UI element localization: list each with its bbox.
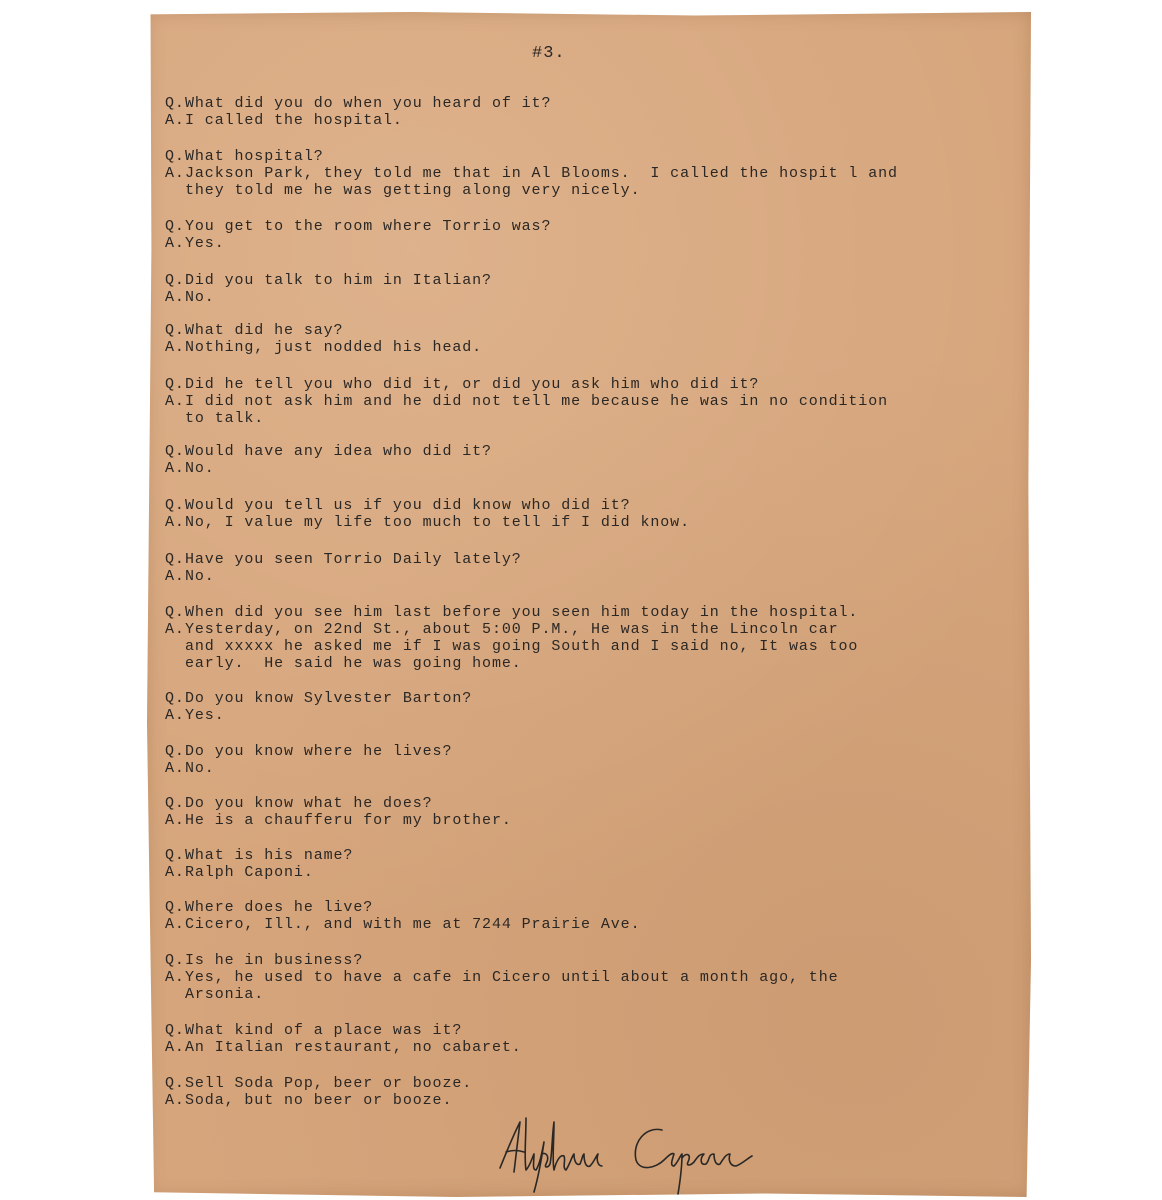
answer-line [165, 916, 640, 933]
question-line [165, 743, 452, 760]
question-text: Have you seen Torrio Daily lately? [185, 551, 522, 568]
answer-line [165, 1092, 452, 1109]
answer-line [165, 621, 839, 638]
answer-label: A. [165, 621, 185, 638]
answer-text: I called the hospital. [185, 112, 403, 129]
answer-line [165, 339, 482, 356]
answer-text: Arsonia. [185, 986, 265, 1003]
question-text: What kind of a place was it? [185, 1022, 463, 1039]
answer-line [165, 393, 888, 410]
answer-text: Yes. [185, 235, 225, 252]
answer-label: A. [165, 289, 185, 306]
question-text: Do you know what he does? [185, 795, 433, 812]
answer-label: A. [165, 760, 185, 777]
question-line [165, 604, 858, 621]
answer-text: Soda, but no beer or booze. [185, 1092, 453, 1109]
signature [486, 1108, 786, 1198]
answer-label: A. [165, 568, 185, 585]
answer-label: A. [165, 916, 185, 933]
answer-continuation-line [185, 655, 522, 672]
answer-continuation-line [185, 986, 264, 1003]
answer-label: A. [165, 812, 185, 829]
answer-text: Yesterday, on 22nd St., about 5:00 P.M., He was in the Lincoln car [185, 621, 839, 638]
question-text: Did you talk to him in Italian? [185, 272, 492, 289]
question-label: Q. [165, 551, 185, 568]
answer-label: A. [165, 1039, 185, 1056]
answer-text: Cicero, Ill., and with me at 7244 Prairie Ave. [185, 916, 641, 933]
answer-label: A. [165, 460, 185, 477]
question-text: When did you see him last before you seen him today in the hospital. [185, 604, 859, 621]
question-label: Q. [165, 690, 185, 707]
question-line [165, 952, 363, 969]
answer-line [165, 707, 225, 724]
question-text: You get to the room where Torrio was? [185, 218, 552, 235]
question-line [165, 218, 551, 235]
question-line [165, 1022, 462, 1039]
question-label: Q. [165, 952, 185, 969]
answer-label: A. [165, 393, 185, 410]
question-label: Q. [165, 95, 185, 112]
question-label: Q. [165, 497, 185, 514]
answer-text: Nothing, just nodded his head. [185, 339, 483, 356]
question-label: Q. [165, 1075, 185, 1092]
question-text: Where does he live? [185, 899, 374, 916]
question-text: What did you do when you heard of it? [185, 95, 552, 112]
question-label: Q. [165, 376, 185, 393]
question-label: Q. [165, 847, 185, 864]
question-line [165, 322, 343, 339]
answer-label: A. [165, 112, 185, 129]
answer-line [165, 969, 839, 986]
question-label: Q. [165, 1022, 185, 1039]
question-text: Sell Soda Pop, beer or booze. [185, 1075, 473, 1092]
question-label: Q. [165, 443, 185, 460]
answer-text: No. [185, 460, 215, 477]
question-line [165, 899, 373, 916]
answer-continuation-line [185, 410, 264, 427]
answer-line [165, 235, 225, 252]
question-line [165, 1075, 472, 1092]
answer-line [165, 812, 512, 829]
question-label: Q. [165, 795, 185, 812]
question-text: What did he say? [185, 322, 344, 339]
answer-label: A. [165, 514, 185, 531]
page-number: #3. [532, 44, 566, 63]
answer-label: A. [165, 707, 185, 724]
answer-line [165, 460, 215, 477]
question-text: Would you tell us if you did know who did it? [185, 497, 631, 514]
answer-text: No. [185, 289, 215, 306]
answer-text: Jackson Park, they told me that in Al Blooms. I called the hospit l and [185, 165, 898, 182]
answer-text: An Italian restaurant, no cabaret. [185, 1039, 522, 1056]
answer-text: I did not ask him and he did not tell me because he was in no condition [185, 393, 889, 410]
answer-text: early. He said he was going home. [185, 655, 522, 672]
question-line [165, 847, 353, 864]
answer-text: No. [185, 568, 215, 585]
answer-label: A. [165, 165, 185, 182]
question-text: What hospital? [185, 148, 324, 165]
answer-text: and xxxxx he asked me if I was going South and I said no, It was too [185, 638, 859, 655]
question-label: Q. [165, 272, 185, 289]
question-label: Q. [165, 322, 185, 339]
answer-line [165, 864, 314, 881]
answer-label: A. [165, 864, 185, 881]
question-label: Q. [165, 604, 185, 621]
answer-continuation-line [185, 182, 640, 199]
answer-text: He is a chaufferu for my brother. [185, 812, 512, 829]
answer-label: A. [165, 969, 185, 986]
answer-label: A. [165, 1092, 185, 1109]
answer-text: No, I value my life too much to tell if I did know. [185, 514, 690, 531]
answer-line [165, 289, 215, 306]
answer-text: they told me he was getting along very nicely. [185, 182, 641, 199]
question-line [165, 443, 492, 460]
answer-line [165, 165, 898, 182]
question-text: Do you know Sylvester Barton? [185, 690, 473, 707]
question-line [165, 690, 472, 707]
question-label: Q. [165, 899, 185, 916]
question-text: What is his name? [185, 847, 354, 864]
answer-line [165, 112, 403, 129]
answer-continuation-line [185, 638, 858, 655]
answer-line [165, 1039, 522, 1056]
question-label: Q. [165, 743, 185, 760]
answer-line [165, 514, 690, 531]
question-text: Would have any idea who did it? [185, 443, 492, 460]
answer-label: A. [165, 339, 185, 356]
answer-text: Yes, he used to have a cafe in Cicero until about a month ago, the [185, 969, 839, 986]
question-line [165, 95, 551, 112]
answer-text: Ralph Caponi. [185, 864, 314, 881]
question-line [165, 795, 433, 812]
answer-label: A. [165, 235, 185, 252]
question-text: Is he in business? [185, 952, 364, 969]
question-text: Did he tell you who did it, or did you ask him who did it? [185, 376, 760, 393]
answer-line [165, 568, 215, 585]
answer-line [165, 760, 215, 777]
question-label: Q. [165, 148, 185, 165]
question-line [165, 272, 492, 289]
question-line [165, 497, 631, 514]
question-line [165, 148, 324, 165]
question-line [165, 376, 759, 393]
answer-text: Yes. [185, 707, 225, 724]
question-line [165, 551, 522, 568]
answer-text: to talk. [185, 410, 265, 427]
answer-text: No. [185, 760, 215, 777]
question-label: Q. [165, 218, 185, 235]
question-text: Do you know where he lives? [185, 743, 453, 760]
